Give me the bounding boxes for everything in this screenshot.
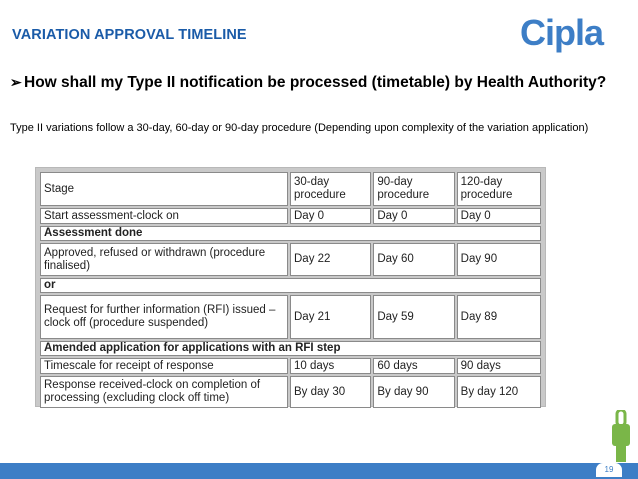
stage-cell: Approved, refused or withdrawn (procedure finalised) — [40, 243, 288, 276]
header-cell-procedure: 30-day procedure — [290, 172, 371, 206]
day-cell: Day 0 — [457, 208, 541, 224]
table-section-row — [40, 226, 541, 241]
timeline-table — [38, 170, 543, 410]
question-bullet — [10, 73, 622, 92]
stage-cell: Timescale for receipt of response — [40, 358, 288, 374]
section-label: Assessment done — [40, 226, 541, 241]
day-cell: Day 90 — [457, 243, 541, 276]
table-section-row — [40, 341, 541, 356]
day-cell: Day 21 — [290, 295, 371, 339]
table-row — [40, 295, 541, 339]
intro-text: Type II variations follow a 30-day, 60-day or 90-day procedure (Depending upon complexity of the variation application) — [10, 122, 589, 134]
stage-cell: Response received-clock on completion of processing (excluding clock off time) — [40, 376, 288, 408]
slide-title: VARIATION APPROVAL TIMELINE — [12, 27, 247, 43]
arrow-bullet-icon: ➢ — [10, 74, 22, 90]
day-cell: 60 days — [373, 358, 454, 374]
day-cell: Day 0 — [373, 208, 454, 224]
day-cell: Day 22 — [290, 243, 371, 276]
day-cell: By day 30 — [290, 376, 371, 408]
table-row — [40, 358, 541, 374]
question-text: How shall my Type II notification be processed (timetable) by Health Authority? — [24, 74, 607, 91]
day-cell: By day 120 — [457, 376, 541, 408]
day-cell: Day 89 — [457, 295, 541, 339]
footer-bar — [0, 463, 638, 479]
table-row — [40, 243, 541, 276]
day-cell: 10 days — [290, 358, 371, 374]
table-header-row — [40, 172, 541, 206]
page-number: 19 — [596, 463, 622, 477]
day-cell: 90 days — [457, 358, 541, 374]
lock-icon — [608, 410, 634, 462]
stage-cell: Request for further information (RFI) issued – clock off (procedure suspended) — [40, 295, 288, 339]
header-cell-procedure: 120-day procedure — [457, 172, 541, 206]
day-cell: Day 60 — [373, 243, 454, 276]
cipla-logo: Cipla — [520, 12, 604, 53]
section-label: or — [40, 278, 541, 293]
day-cell: By day 90 — [373, 376, 454, 408]
stage-cell: Start assessment-clock on — [40, 208, 288, 224]
day-cell: Day 59 — [373, 295, 454, 339]
table-row — [40, 376, 541, 408]
header-cell-procedure: 90-day procedure — [373, 172, 454, 206]
day-cell: Day 0 — [290, 208, 371, 224]
timeline-table-frame — [35, 167, 546, 407]
section-label: Amended application for applications with an RFI step — [40, 341, 541, 356]
table-section-row — [40, 278, 541, 293]
table-row — [40, 208, 541, 224]
header-cell-stage: Stage — [40, 172, 288, 206]
